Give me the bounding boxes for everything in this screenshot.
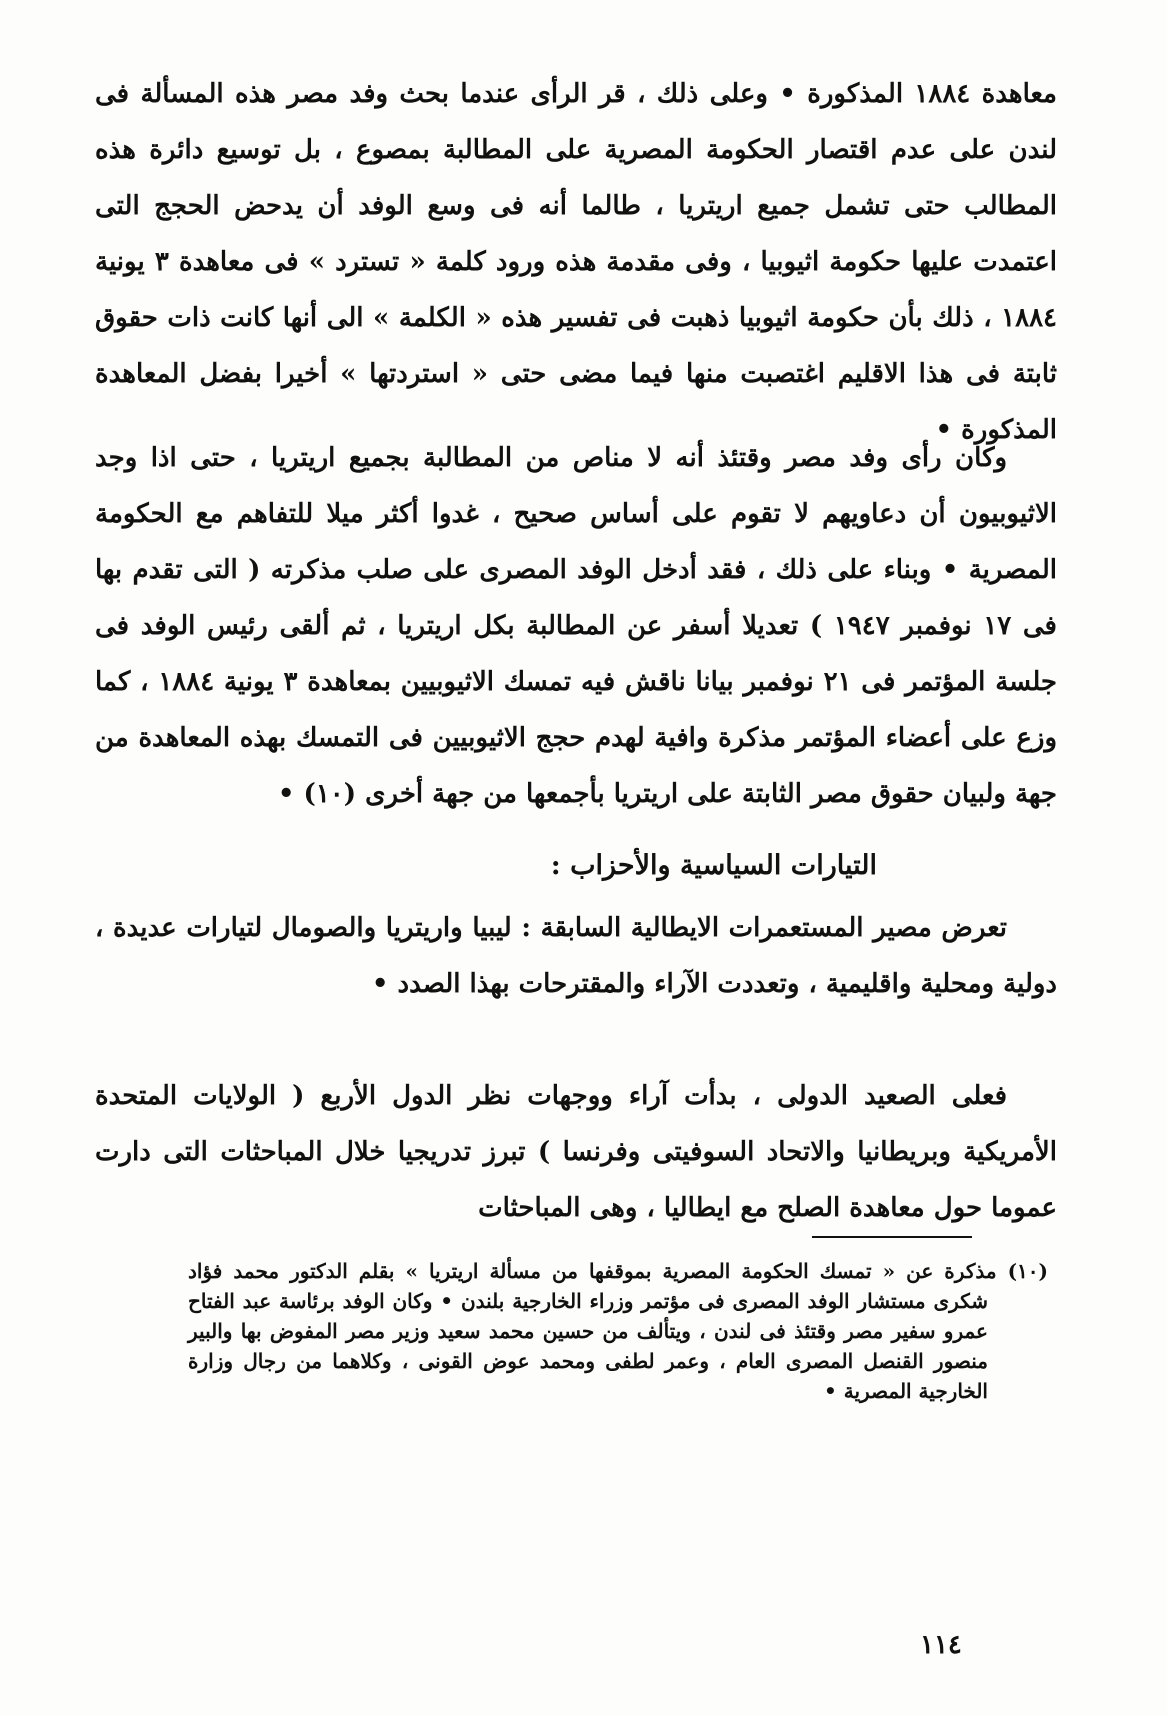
paragraph-1: معاهدة ١٨٨٤ المذكورة • وعلى ذلك ، قر الرأى عندما بحث وفد مصر هذه المسألة فى لندن على عدم اقتصار الحكومة المصرية على المطالبة بمصوع ، بل توسيع دائرة هذه المطالب حتى تشمل جميع اريتريا ، طالما أنه فى وسع الوفد أن يدحض الحجج التى اعتمدت عليها حكومة اثيوبيا ، وفى مقدمة هذه ورود كلمة « تسترد » فى معاهدة ٣ يونية ١٨٨٤ ، ذلك بأن حكومة اثيوبيا ذهبت فى تفسير هذه « الكلمة » الى أنها كانت ذات حقوق ثابتة فى هذا الاقليم اغتصبت منها فيما مضى حتى « استردتها » أخيرا بفضل المعاهدة المذكورة • <box>95 79 1057 445</box>
paragraph-4: فعلى الصعيد الدولى ، بدأت آراء ووجهات نظر الدول الأربع ( الولايات المتحدة الأمريكية وبريطانيا والاتحاد السوفيتى وفرنسا ) تبرز تدريجيا خلال المباحثات التى دارت عموما حول معاهدة الصلح مع ايطاليا ، وهى المباحثات <box>95 1081 1057 1223</box>
footnote-10: (١٠) مذكرة عن « تمسك الحكومة المصرية بموقفها من مسألة اريتريا » بقلم الدكتور محمد فؤاد شكرى مستشار الوفد المصرى فى مؤتمر وزراء الخارجية بلندن • وكان الوفد برئاسة عبد الفتاح عمرو سفير مصر وقتئذ فى لندن ، ويتألف من حسين محمد سعيد وزير مصر المفوض بها والبير منصور القنصل المصرى العام ، وعمر لطفى ومحمد عوض القونى ، وكلاهما من رجال وزارة الخارجية المصرية • <box>188 1259 1048 1403</box>
paragraph-3: تعرض مصير المستعمرات الايطالية السابقة : ليبيا واريتريا والصومال لتيارات عديدة ، دولية ومحلية واقليمية ، وتعددت الآراء والمقترحات بهذا الصدد • <box>95 913 1057 999</box>
section-heading: التيارات السياسية والأحزاب : <box>550 850 877 881</box>
footnote-divider <box>812 1236 972 1238</box>
page-number: ١١٤ <box>920 1630 962 1660</box>
paragraph-2: وكان رأى وفد مصر وقتئذ أنه لا مناص من المطالبة بجميع اريتريا ، حتى اذا وجد الاثيوبيون أن دعاويهم لا تقوم على أساس صحيح ، غدوا أكثر ميلا للتفاهم مع الحكومة المصرية • وبناء على ذلك ، فقد أدخل الوفد المصرى على صلب مذكرته ( التى تقدم بها فى ١٧ نوفمبر ١٩٤٧ ) تعديلا أسفر عن المطالبة بكل اريتريا ، ثم ألقى رئيس الوفد فى جلسة المؤتمر فى ٢١ نوفمبر بيانا ناقش فيه تمسك الاثيوبيين بمعاهدة ٣ يونية ١٨٨٤ ، كما وزع على أعضاء المؤتمر مذكرة وافية لهدم حجج الاثيوبيين فى التمسك بهذه المعاهدة من جهة ولبيان حقوق مصر الثابتة على اريتريا بأجمعها من جهة أخرى (١٠) • <box>95 443 1058 809</box>
